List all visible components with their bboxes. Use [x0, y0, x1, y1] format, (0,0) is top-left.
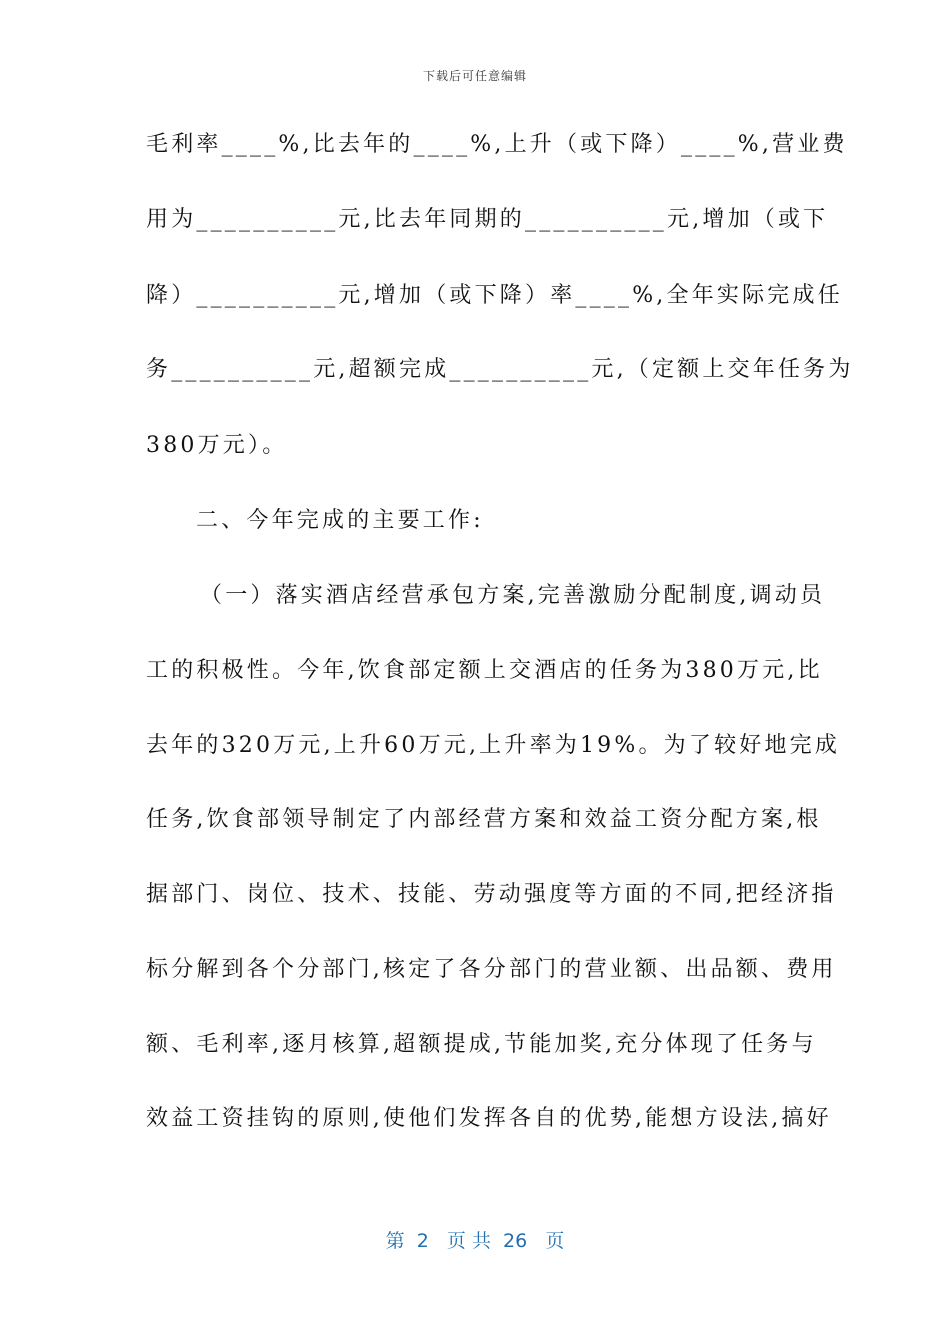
header-note: 下载后可任意编辑	[422, 69, 527, 83]
body-line: 去年的320万元,上升60万元,上升率为19%。为了较好地完成	[146, 733, 841, 758]
body-line: 降）__________元,增加（或下降）率____%,全年实际完成任	[146, 283, 843, 308]
body-line: 380万元）。	[146, 433, 288, 458]
body-line: 毛利率____%,比去年的____%,上升（或下降）____%,营业费	[146, 132, 848, 157]
body-line: 任务,饮食部领导制定了内部经营方案和效益工资分配方案,根	[146, 807, 822, 832]
body-line: 据部门、岗位、技术、技能、劳动强度等方面的不同,把经济指	[146, 882, 837, 907]
body-line: 工的积极性。今年,饮食部定额上交酒店的任务为380万元,比	[146, 658, 823, 683]
body-line: 标分解到各个分部门,核定了各分部门的营业额、出品额、费用	[146, 957, 837, 982]
body-line: 额、毛利率,逐月核算,超额提成,节能加奖,充分体现了任务与	[146, 1032, 817, 1057]
page-number: 第 2 页 共 26 页	[385, 1230, 565, 1252]
body-line: 效益工资挂钩的原则,使他们发挥各自的优势,能想方设法,搞好	[146, 1106, 832, 1131]
body-line: 用为__________元,比去年同期的__________元,增加（或下	[146, 207, 829, 232]
subsection-heading: （一）落实酒店经营承包方案,完善激励分配制度,调动员	[200, 583, 826, 608]
section-heading: 二、今年完成的主要工作:	[196, 508, 484, 533]
body-line: 务__________元,超额完成__________元,（定额上交年任务为	[146, 357, 854, 382]
